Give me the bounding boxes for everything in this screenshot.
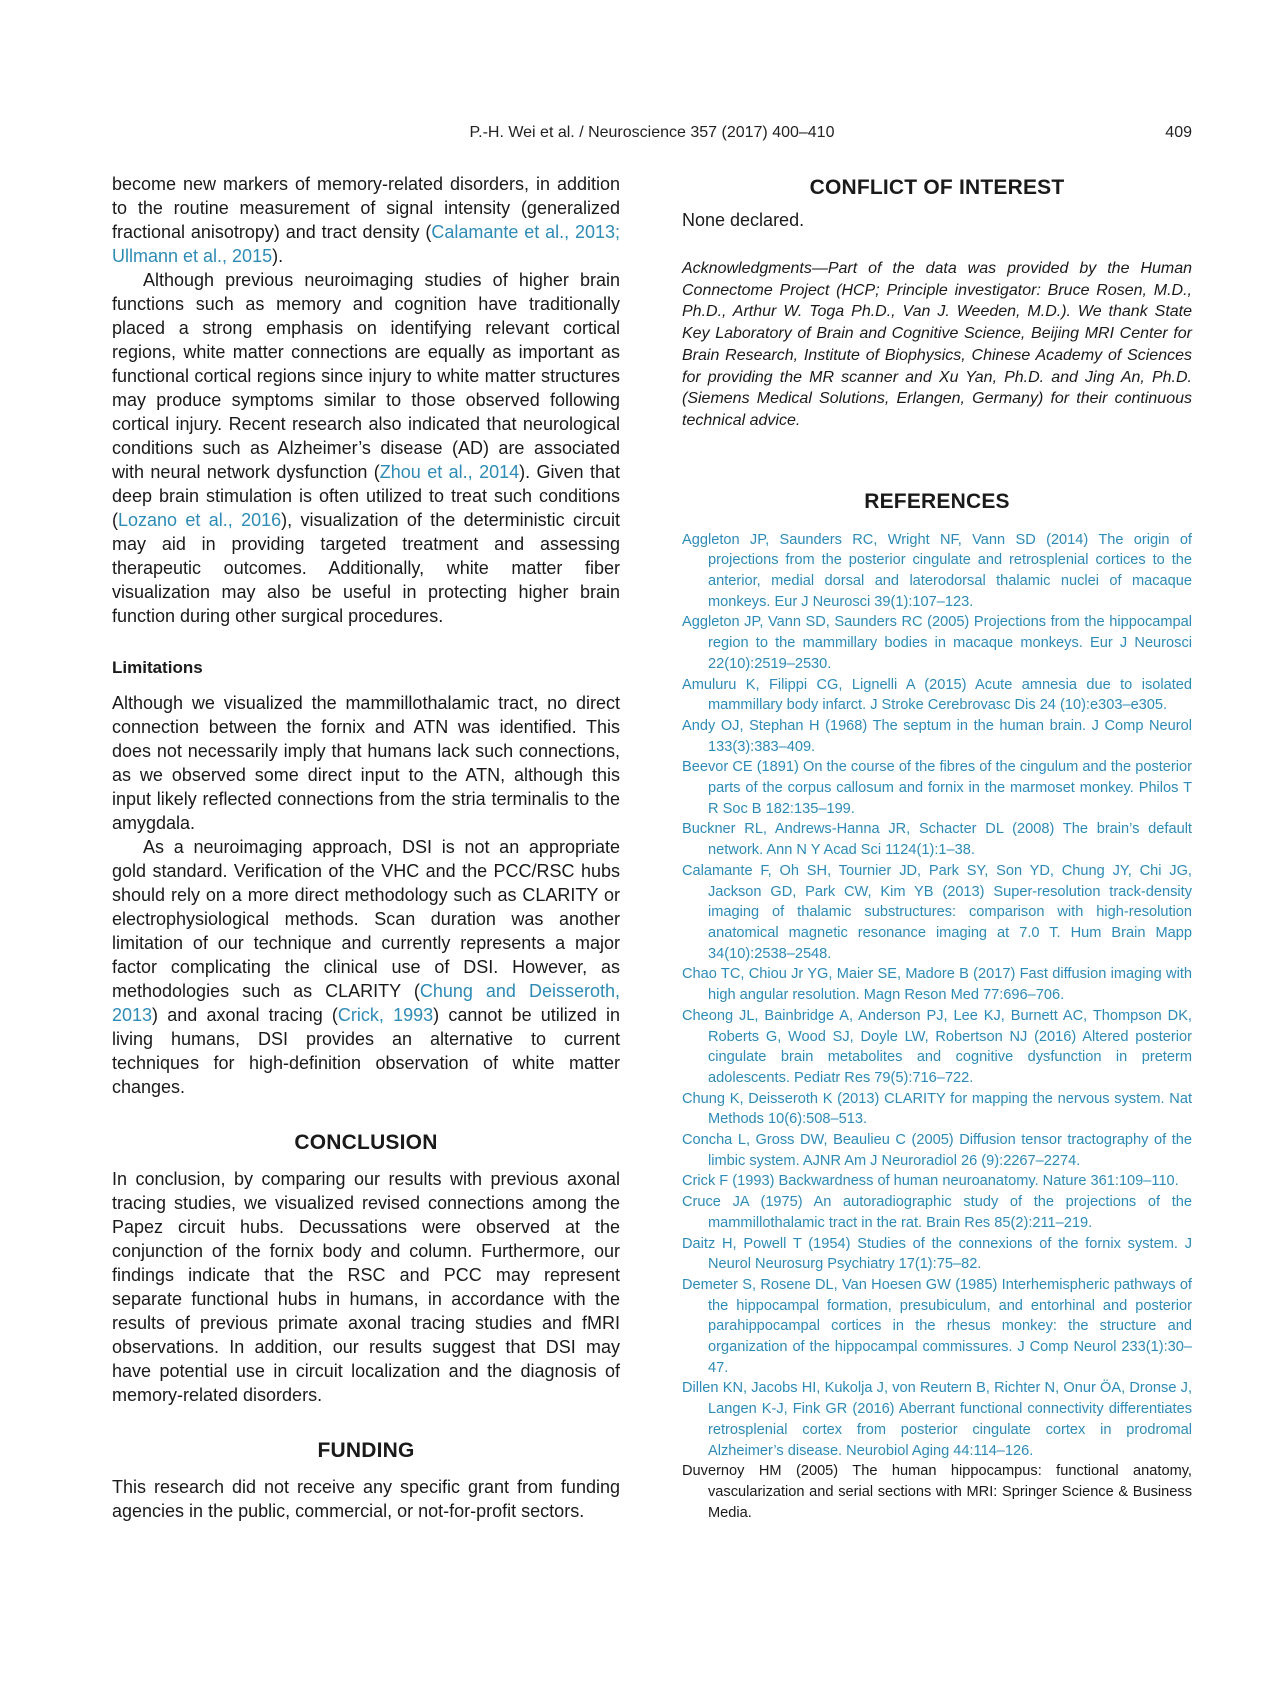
funding-heading: FUNDING [317, 1439, 415, 1462]
conclusion-heading: CONCLUSION [294, 1131, 438, 1154]
reference-item[interactable]: Demeter S, Rosene DL, Van Hoesen GW (1985) Interhemispheric pathways of the hippocampal formation, presubiculum, and entorhinal and posterior parahippocampal cortices in the rhesus monkey: the structure and organization of the hippocampal commissures. J Comp Neurol 233(1):30–47. [682, 1276, 1192, 1376]
paragraph-conclusion: In conclusion, by comparing our results with previous axonal tracing studies, we visualized revised connections among the Papez circuit hubs. Decussations were observed at the conjunction of the fornix body and column. Furthermore, our findings indicate that the RSC and PCC may represent separate functional hubs in humans, in accordance with the results of previous primate axonal tracing studies and fMRI observations. In addition, our results suggest that DSI may have potential use in circuit localization and the diagnosis of memory-related disorders. [112, 1169, 620, 1405]
citation-link[interactable]: Zhou et al., 2014 [379, 462, 520, 482]
citation-link[interactable]: Lozano et al., 2016 [118, 510, 282, 530]
reference-item[interactable]: Amuluru K, Filippi CG, Lignelli A (2015) Acute amnesia due to isolated mammillary body infarct. J Stroke Cerebrovasc Dis 24 (10):e303–e305. [682, 676, 1192, 714]
reference-item[interactable]: Aggleton JP, Vann SD, Saunders RC (2005) Projections from the hippocampal region to the mammillary bodies in macaque monkeys. Eur J Neurosci 22(10):2519–2530. [682, 614, 1192, 672]
reference-item[interactable]: Aggleton JP, Saunders RC, Wright NF, Vann SD (2014) The origin of projections from the posterior cingulate and retrosplenial cortices to the anterior, medial dorsal and laterodorsal thalamic nuclei of macaque monkeys. Eur J Neurosci 39(1):107–123. [682, 531, 1192, 610]
reference-item: Duvernoy HM (2005) The human hippocampus: functional anatomy, vascularization and serial sections with MRI: Springer Science & Business Media. [682, 1463, 1192, 1521]
paragraph-markers: become new markers of memory-related disorders, in addition to the routine measurement of signal intensity (generalized fractional anisotropy) and tract density (Calamante et al., 2013; Ullmann et al., 2015). [112, 174, 620, 266]
reference-item[interactable]: Beevor CE (1891) On the course of the fibres of the cingulum and the posterior parts of the corpus callosum and fornix in the marmoset monkey. Philos T R Soc B 182:135–199. [682, 759, 1192, 817]
reference-item[interactable]: Dillen KN, Jacobs HI, Kukolja J, von Reutern B, Richter N, Onur ÖA, Dronse J, Langen K-J, Fink GR (2016) Aberrant functional connectivity differentiates retrosplenial cortex from posterior cingulate cortex in prodromal Alzheimer’s disease. Neurobiol Aging 44:114–126. [682, 1380, 1192, 1459]
running-head: P.-H. Wei et al. / Neuroscience 357 (2017) 400–410 [469, 124, 835, 141]
citation-link[interactable]: Crick, 1993 [337, 1005, 434, 1025]
paragraph-limitations-1: Although we visualized the mammillothalamic tract, no direct connection between the fornix and ATN was identified. This does not necessarily imply that humans lack such connections, as we observed some direct input to the ATN, although this input likely reflected connections from the stria terminalis to the amygdala. [112, 693, 620, 833]
paragraph-limitations-2: As a neuroimaging approach, DSI is not an appropriate gold standard. Verification of the VHC and the PCC/RSC hubs should rely on a more direct methodology such as CLARITY or electrophysiological methods. Scan duration was another limitation of our technique and currently represents a major factor complicating the clinical use of DSI. However, as methodologies such as CLARITY (Chung and Deisseroth, 2013) and axonal tracing (Crick, 1993) cannot be utilized in living humans, DSI provides an alternative to current techniques for high-definition observation of white matter changes. [112, 837, 621, 1097]
reference-item[interactable]: Calamante F, Oh SH, Tournier JD, Park SY, Son YD, Chung JY, Chi JG, Jackson GD, Park CW, Kim YB (2013) Super-resolution track-density imaging of thalamic substructures: comparison with high-resolution anatomical magnetic resonance imaging at 7.0 T. Hum Brain Mapp 34(10):2538–2548. [682, 862, 1192, 962]
left-column [112, 172, 620, 1523]
reference-item[interactable]: Andy OJ, Stephan H (1968) The septum in the human brain. J Comp Neurol 133(3):383–409. [682, 717, 1192, 755]
reference-item[interactable]: Concha L, Gross DW, Beaulieu C (2005) Diffusion tensor tractography of the limbic system. AJNR Am J Neuroradiol 26 (9):2267–2274. [682, 1132, 1192, 1169]
page-number: 409 [1165, 124, 1192, 141]
reference-list [682, 530, 1192, 1524]
paragraph-neuroimaging: Although previous neuroimaging studies of higher brain functions such as memory and cognition have traditionally placed a strong emphasis on identifying relevant cortical regions, white matter connections are equally as important as functional cortical regions since injury to white matter structures may produce symptoms similar to those observed following cortical injury. Recent research also indicated that neurological conditions such as Alzheimer’s disease (AD) are associated with neural network dysfunction (Zhou et al., 2014). Given that deep brain stimulation is often utilized to treat such conditions (Lozano et al., 2016), visualization of the deterministic circuit may aid in providing targeted treatment and assessing therapeutic outcomes. Additionally, white matter fiber visualization may also be useful in protecting higher brain function during other surgical procedures. [112, 270, 620, 626]
paragraph-funding: This research did not receive any specific grant from funding agencies in the public, commercial, or not-for-profit sectors. [112, 1477, 620, 1521]
conflict-text: None declared. [682, 210, 805, 230]
citation-link[interactable]: Chung and Deisseroth, 2013 [112, 981, 620, 1025]
reference-item[interactable]: Chung K, Deisseroth K (2013) CLARITY for mapping the nervous system. Nat Methods 10(6):508–513. [682, 1090, 1192, 1128]
reference-item[interactable]: Daitz H, Powell T (1954) Studies of the connexions of the fornix system. J Neurol Neurosurg Psychiatry 17(1):75–82. [682, 1235, 1192, 1273]
reference-item[interactable]: Crick F (1993) Backwardness of human neuroanatomy. Nature 361:109–110. [682, 1173, 1179, 1190]
right-column [682, 172, 1192, 1523]
conflict-heading: CONFLICT OF INTEREST [809, 176, 1065, 199]
citation-link[interactable]: Calamante et al., 2013; Ullmann et al., 2015 [112, 222, 620, 266]
acknowledgments: Acknowledgments—Part of the data was provided by the Human Connectome Project (HCP; Principle investigator: Bruce Rosen, M.D., Ph.D., Arthur W. Toga Ph.D., Van J. Weeden, M.D.). We thank State Key Laboratory of Brain and Cognitive Science, Beijing MRI Center for Brain Research, Institute of Biophysics, Chinese Academy of Sciences for providing the MR scanner and Xu Yan, Ph.D. and Jing An, Ph.D. (Siemens Medical Solutions, Erlangen, Germany) for their continuous technical advice. [682, 260, 1192, 429]
reference-item[interactable]: Cruce JA (1975) An autoradiographic study of the projections of the mammillothalamic tract in the rat. Brain Res 85(2):211–219. [682, 1194, 1192, 1231]
references-heading: REFERENCES [864, 489, 1010, 513]
reference-item[interactable]: Cheong JL, Bainbridge A, Anderson PJ, Lee KJ, Burnett AC, Thompson DK, Roberts G, Wood SJ, Doyle LW, Robertson NJ (2016) Altered posterior cingulate brain metabolites and cognitive dysfunction in preterm adolescents. Pediatr Res 79(5):716–722. [682, 1007, 1192, 1086]
reference-item[interactable]: Buckner RL, Andrews-Hanna JR, Schacter DL (2008) The brain’s default network. Ann N Y Acad Sci 1124(1):1–38. [682, 821, 1192, 859]
reference-item[interactable]: Chao TC, Chiou Jr YG, Maier SE, Madore B (2017) Fast diffusion imaging with high angular resolution. Magn Reson Med 77:696–706. [682, 966, 1192, 1004]
limitations-heading: Limitations [112, 658, 203, 677]
